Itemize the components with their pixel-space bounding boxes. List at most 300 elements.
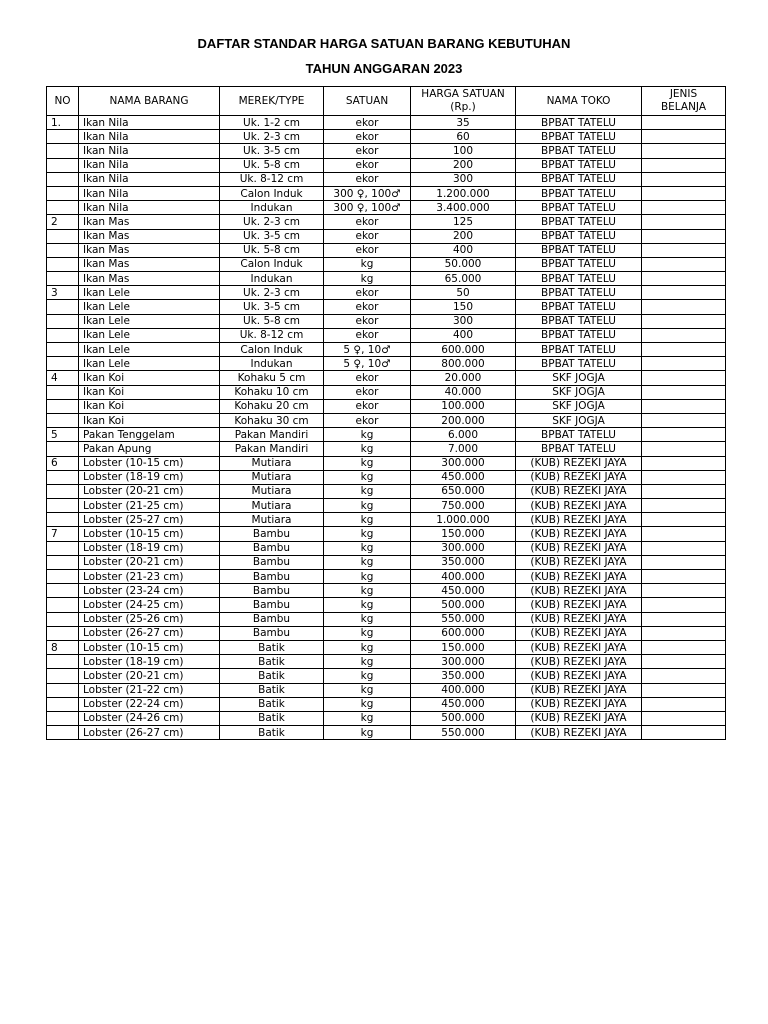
cell-jenis-belanja [642, 243, 726, 257]
cell-nama-toko: BPBAT TATELU [516, 328, 642, 342]
column-header-satuan: SATUAN [324, 87, 411, 116]
cell-jenis-belanja [642, 272, 726, 286]
cell-merek-type: Pakan Mandiri [220, 442, 324, 456]
cell-harga-satuan: 600.000 [411, 626, 516, 640]
cell-harga-satuan: 125 [411, 215, 516, 229]
cell-jenis-belanja [642, 626, 726, 640]
table-row [47, 513, 726, 527]
cell-nama-toko: (KUB) REZEKI JAYA [516, 669, 642, 683]
cell-nama-toko: (KUB) REZEKI JAYA [516, 499, 642, 513]
cell-nama-toko: (KUB) REZEKI JAYA [516, 612, 642, 626]
cell-nama-barang: Ikan Lele [79, 286, 220, 300]
cell-jenis-belanja [642, 584, 726, 598]
cell-jenis-belanja [642, 499, 726, 513]
table-row [47, 640, 726, 654]
cell-merek-type: Bambu [220, 555, 324, 569]
cell-nama-toko: BPBAT TATELU [516, 158, 642, 172]
cell-nama-toko: SKF JOGJA [516, 413, 642, 427]
cell-satuan: ekor [324, 314, 411, 328]
cell-harga-satuan: 200 [411, 229, 516, 243]
cell-satuan: kg [324, 499, 411, 513]
cell-no [47, 144, 79, 158]
cell-nama-toko: BPBAT TATELU [516, 144, 642, 158]
cell-nama-toko: SKF JOGJA [516, 385, 642, 399]
table-row [47, 300, 726, 314]
cell-satuan: ekor [324, 130, 411, 144]
cell-nama-barang: Ikan Mas [79, 243, 220, 257]
cell-satuan: ekor [324, 371, 411, 385]
cell-jenis-belanja [642, 158, 726, 172]
cell-no: 5 [47, 428, 79, 442]
table-row [47, 215, 726, 229]
cell-satuan: kg [324, 428, 411, 442]
cell-nama-barang: Pakan Tenggelam [79, 428, 220, 442]
cell-nama-barang: Ikan Mas [79, 272, 220, 286]
cell-merek-type: Calon Induk [220, 257, 324, 271]
cell-jenis-belanja [642, 385, 726, 399]
cell-merek-type: Bambu [220, 527, 324, 541]
cell-harga-satuan: 50 [411, 286, 516, 300]
cell-no [47, 201, 79, 215]
cell-merek-type: Bambu [220, 612, 324, 626]
cell-nama-barang: Lobster (18-19 cm) [79, 541, 220, 555]
cell-harga-satuan: 450.000 [411, 584, 516, 598]
cell-satuan: kg [324, 257, 411, 271]
cell-merek-type: Uk. 3-5 cm [220, 229, 324, 243]
column-header-nama-toko: NAMA TOKO [516, 87, 642, 116]
cell-merek-type: Batik [220, 640, 324, 654]
cell-harga-satuan: 150.000 [411, 640, 516, 654]
cell-merek-type: Indukan [220, 272, 324, 286]
cell-harga-satuan: 100 [411, 144, 516, 158]
cell-harga-satuan: 400.000 [411, 570, 516, 584]
cell-merek-type: Kohaku 30 cm [220, 413, 324, 427]
cell-jenis-belanja [642, 172, 726, 186]
cell-satuan: kg [324, 683, 411, 697]
cell-no: 8 [47, 640, 79, 654]
cell-merek-type: Uk. 5-8 cm [220, 314, 324, 328]
cell-no [47, 357, 79, 371]
cell-jenis-belanja [642, 300, 726, 314]
cell-nama-toko: (KUB) REZEKI JAYA [516, 726, 642, 740]
cell-no [47, 570, 79, 584]
document-subtitle: TAHUN ANGGARAN 2023 [305, 61, 463, 76]
cell-nama-barang: Ikan Lele [79, 357, 220, 371]
cell-nama-barang: Ikan Koi [79, 371, 220, 385]
cell-satuan: ekor [324, 328, 411, 342]
cell-nama-toko: BPBAT TATELU [516, 130, 642, 144]
cell-jenis-belanja [642, 598, 726, 612]
table-row [47, 186, 726, 200]
cell-harga-satuan: 300.000 [411, 541, 516, 555]
table-row [47, 456, 726, 470]
cell-nama-barang: Ikan Nila [79, 130, 220, 144]
cell-no [47, 343, 79, 357]
cell-jenis-belanja [642, 371, 726, 385]
cell-harga-satuan: 20.000 [411, 371, 516, 385]
cell-jenis-belanja [642, 428, 726, 442]
cell-no [47, 300, 79, 314]
cell-harga-satuan: 450.000 [411, 697, 516, 711]
cell-merek-type: Indukan [220, 201, 324, 215]
cell-no [47, 158, 79, 172]
cell-no [47, 470, 79, 484]
cell-jenis-belanja [642, 201, 726, 215]
cell-nama-barang: Ikan Lele [79, 300, 220, 314]
cell-merek-type: Uk. 2-3 cm [220, 286, 324, 300]
cell-harga-satuan: 40.000 [411, 385, 516, 399]
cell-satuan: ekor [324, 158, 411, 172]
cell-jenis-belanja [642, 697, 726, 711]
table-row [47, 116, 726, 130]
cell-no: 1. [47, 116, 79, 130]
cell-no: 6 [47, 456, 79, 470]
cell-merek-type: Uk. 2-3 cm [220, 130, 324, 144]
table-body [47, 116, 726, 740]
cell-merek-type: Kohaku 20 cm [220, 399, 324, 413]
cell-jenis-belanja [642, 527, 726, 541]
cell-nama-barang: Ikan Lele [79, 343, 220, 357]
cell-merek-type: Indukan [220, 357, 324, 371]
cell-merek-type: Mutiara [220, 484, 324, 498]
cell-satuan: ekor [324, 286, 411, 300]
cell-harga-satuan: 300 [411, 172, 516, 186]
cell-satuan: ekor [324, 116, 411, 130]
cell-satuan: kg [324, 442, 411, 456]
cell-satuan: kg [324, 669, 411, 683]
cell-harga-satuan: 65.000 [411, 272, 516, 286]
cell-nama-toko: (KUB) REZEKI JAYA [516, 555, 642, 569]
column-header-nama-barang: NAMA BARANG [79, 87, 220, 116]
cell-no: 7 [47, 527, 79, 541]
cell-nama-toko: BPBAT TATELU [516, 272, 642, 286]
cell-satuan: kg [324, 470, 411, 484]
cell-nama-toko: BPBAT TATELU [516, 300, 642, 314]
cell-nama-barang: Lobster (18-19 cm) [79, 655, 220, 669]
cell-nama-barang: Ikan Mas [79, 229, 220, 243]
cell-satuan: ekor [324, 385, 411, 399]
cell-nama-toko: BPBAT TATELU [516, 215, 642, 229]
cell-jenis-belanja [642, 286, 726, 300]
cell-nama-toko: BPBAT TATELU [516, 243, 642, 257]
cell-nama-toko: (KUB) REZEKI JAYA [516, 711, 642, 725]
cell-nama-barang: Ikan Nila [79, 144, 220, 158]
cell-merek-type: Uk. 3-5 cm [220, 144, 324, 158]
table-row [47, 655, 726, 669]
cell-nama-toko: BPBAT TATELU [516, 314, 642, 328]
cell-nama-toko: (KUB) REZEKI JAYA [516, 541, 642, 555]
table-row [47, 541, 726, 555]
cell-satuan: ekor [324, 399, 411, 413]
cell-jenis-belanja [642, 726, 726, 740]
cell-satuan: kg [324, 527, 411, 541]
cell-nama-toko: (KUB) REZEKI JAYA [516, 456, 642, 470]
cell-nama-toko: (KUB) REZEKI JAYA [516, 484, 642, 498]
table-row [47, 683, 726, 697]
table-row [47, 314, 726, 328]
cell-nama-barang: Lobster (21-23 cm) [79, 570, 220, 584]
cell-harga-satuan: 400 [411, 243, 516, 257]
cell-jenis-belanja [642, 357, 726, 371]
cell-jenis-belanja [642, 683, 726, 697]
cell-merek-type: Mutiara [220, 456, 324, 470]
table-row [47, 130, 726, 144]
cell-jenis-belanja [642, 570, 726, 584]
cell-no [47, 697, 79, 711]
cell-merek-type: Mutiara [220, 499, 324, 513]
cell-no [47, 272, 79, 286]
table-row [47, 726, 726, 740]
cell-nama-barang: Lobster (26-27 cm) [79, 626, 220, 640]
cell-nama-barang: Ikan Nila [79, 172, 220, 186]
cell-no [47, 711, 79, 725]
cell-merek-type: Kohaku 5 cm [220, 371, 324, 385]
cell-merek-type: Mutiara [220, 470, 324, 484]
cell-no [47, 655, 79, 669]
cell-harga-satuan: 50.000 [411, 257, 516, 271]
cell-satuan: kg [324, 570, 411, 584]
cell-no [47, 669, 79, 683]
table-row [47, 172, 726, 186]
cell-jenis-belanja [642, 612, 726, 626]
cell-nama-toko: (KUB) REZEKI JAYA [516, 598, 642, 612]
cell-no: 2 [47, 215, 79, 229]
cell-merek-type: Mutiara [220, 513, 324, 527]
cell-no [47, 399, 79, 413]
cell-satuan: ekor [324, 229, 411, 243]
cell-no [47, 314, 79, 328]
cell-nama-toko: (KUB) REZEKI JAYA [516, 527, 642, 541]
cell-no [47, 328, 79, 342]
cell-jenis-belanja [642, 314, 726, 328]
cell-nama-toko: BPBAT TATELU [516, 172, 642, 186]
cell-jenis-belanja [642, 541, 726, 555]
cell-satuan: kg [324, 484, 411, 498]
cell-no [47, 385, 79, 399]
cell-nama-toko: SKF JOGJA [516, 371, 642, 385]
cell-merek-type: Uk. 5-8 cm [220, 243, 324, 257]
cell-no: 3 [47, 286, 79, 300]
cell-harga-satuan: 300.000 [411, 456, 516, 470]
cell-no [47, 257, 79, 271]
cell-nama-barang: Ikan Lele [79, 314, 220, 328]
cell-nama-toko: BPBAT TATELU [516, 357, 642, 371]
cell-harga-satuan: 550.000 [411, 612, 516, 626]
cell-nama-toko: (KUB) REZEKI JAYA [516, 655, 642, 669]
table-row [47, 484, 726, 498]
cell-jenis-belanja [642, 711, 726, 725]
cell-harga-satuan: 550.000 [411, 726, 516, 740]
cell-nama-barang: Lobster (23-24 cm) [79, 584, 220, 598]
cell-no [47, 130, 79, 144]
cell-satuan: kg [324, 726, 411, 740]
table-row [47, 399, 726, 413]
document-title: DAFTAR STANDAR HARGA SATUAN BARANG KEBUTUHAN [197, 36, 571, 51]
cell-jenis-belanja [642, 144, 726, 158]
table-row [47, 144, 726, 158]
cell-nama-toko: (KUB) REZEKI JAYA [516, 570, 642, 584]
cell-nama-toko: (KUB) REZEKI JAYA [516, 626, 642, 640]
cell-no [47, 499, 79, 513]
cell-nama-barang: Lobster (26-27 cm) [79, 726, 220, 740]
cell-no [47, 683, 79, 697]
table-row [47, 257, 726, 271]
cell-satuan: kg [324, 272, 411, 286]
cell-no [47, 186, 79, 200]
cell-satuan: 5 ♀, 10♂ [324, 357, 411, 371]
cell-jenis-belanja [642, 413, 726, 427]
cell-nama-toko: BPBAT TATELU [516, 201, 642, 215]
cell-harga-satuan: 300.000 [411, 655, 516, 669]
cell-harga-satuan: 200.000 [411, 413, 516, 427]
column-header-no: NO [47, 87, 79, 116]
cell-nama-barang: Lobster (10-15 cm) [79, 456, 220, 470]
cell-nama-barang: Ikan Koi [79, 399, 220, 413]
cell-nama-barang: Lobster (24-26 cm) [79, 711, 220, 725]
cell-jenis-belanja [642, 215, 726, 229]
cell-merek-type: Batik [220, 711, 324, 725]
table-row [47, 201, 726, 215]
cell-jenis-belanja [642, 513, 726, 527]
table-row [47, 442, 726, 456]
cell-harga-satuan: 450.000 [411, 470, 516, 484]
cell-nama-barang: Lobster (20-21 cm) [79, 555, 220, 569]
cell-harga-satuan: 400.000 [411, 683, 516, 697]
cell-nama-barang: Lobster (21-22 cm) [79, 683, 220, 697]
cell-nama-barang: Lobster (18-19 cm) [79, 470, 220, 484]
cell-jenis-belanja [642, 399, 726, 413]
cell-harga-satuan: 350.000 [411, 555, 516, 569]
cell-satuan: ekor [324, 413, 411, 427]
table-row [47, 229, 726, 243]
cell-nama-toko: (KUB) REZEKI JAYA [516, 513, 642, 527]
cell-harga-satuan: 200 [411, 158, 516, 172]
table-row [47, 711, 726, 725]
cell-satuan: kg [324, 555, 411, 569]
column-header-harga-satuan: HARGA SATUAN (Rp.) [411, 87, 516, 116]
cell-merek-type: Batik [220, 683, 324, 697]
table-row [47, 499, 726, 513]
table-row [47, 570, 726, 584]
cell-merek-type: Bambu [220, 584, 324, 598]
cell-satuan: ekor [324, 300, 411, 314]
cell-satuan: kg [324, 640, 411, 654]
cell-satuan: ekor [324, 144, 411, 158]
cell-jenis-belanja [642, 328, 726, 342]
cell-harga-satuan: 600.000 [411, 343, 516, 357]
table-row [47, 343, 726, 357]
cell-satuan: 300 ♀, 100♂ [324, 186, 411, 200]
cell-nama-toko: (KUB) REZEKI JAYA [516, 584, 642, 598]
cell-nama-barang: Pakan Apung [79, 442, 220, 456]
table-row [47, 555, 726, 569]
cell-nama-barang: Ikan Nila [79, 116, 220, 130]
cell-satuan: kg [324, 584, 411, 598]
cell-jenis-belanja [642, 640, 726, 654]
cell-nama-toko: (KUB) REZEKI JAYA [516, 640, 642, 654]
table-row [47, 697, 726, 711]
cell-satuan: kg [324, 697, 411, 711]
cell-harga-satuan: 350.000 [411, 669, 516, 683]
cell-harga-satuan: 1.200.000 [411, 186, 516, 200]
table-row [47, 371, 726, 385]
cell-merek-type: Kohaku 10 cm [220, 385, 324, 399]
cell-harga-satuan: 3.400.000 [411, 201, 516, 215]
cell-merek-type: Uk. 1-2 cm [220, 116, 324, 130]
cell-merek-type: Pakan Mandiri [220, 428, 324, 442]
cell-satuan: ekor [324, 215, 411, 229]
cell-no [47, 598, 79, 612]
cell-nama-toko: BPBAT TATELU [516, 186, 642, 200]
cell-nama-toko: SKF JOGJA [516, 399, 642, 413]
cell-satuan: 300 ♀, 100♂ [324, 201, 411, 215]
cell-harga-satuan: 650.000 [411, 484, 516, 498]
cell-merek-type: Bambu [220, 541, 324, 555]
cell-nama-barang: Lobster (20-21 cm) [79, 484, 220, 498]
cell-nama-toko: BPBAT TATELU [516, 343, 642, 357]
cell-no [47, 243, 79, 257]
cell-jenis-belanja [642, 470, 726, 484]
cell-nama-barang: Lobster (25-27 cm) [79, 513, 220, 527]
cell-jenis-belanja [642, 229, 726, 243]
cell-jenis-belanja [642, 343, 726, 357]
table-row [47, 626, 726, 640]
cell-jenis-belanja [642, 655, 726, 669]
cell-satuan: kg [324, 626, 411, 640]
cell-nama-barang: Lobster (10-15 cm) [79, 527, 220, 541]
cell-no [47, 172, 79, 186]
table-row [47, 243, 726, 257]
table-row [47, 428, 726, 442]
cell-nama-barang: Lobster (21-25 cm) [79, 499, 220, 513]
cell-nama-barang: Lobster (25-26 cm) [79, 612, 220, 626]
cell-nama-toko: (KUB) REZEKI JAYA [516, 470, 642, 484]
cell-merek-type: Calon Induk [220, 343, 324, 357]
cell-jenis-belanja [642, 130, 726, 144]
cell-no [47, 413, 79, 427]
cell-satuan: kg [324, 598, 411, 612]
cell-nama-barang: Ikan Koi [79, 413, 220, 427]
cell-harga-satuan: 7.000 [411, 442, 516, 456]
cell-nama-barang: Lobster (20-21 cm) [79, 669, 220, 683]
cell-satuan: kg [324, 612, 411, 626]
price-table [46, 86, 726, 740]
cell-merek-type: Bambu [220, 626, 324, 640]
cell-nama-barang: Ikan Nila [79, 201, 220, 215]
cell-satuan: ekor [324, 172, 411, 186]
cell-harga-satuan: 500.000 [411, 711, 516, 725]
cell-harga-satuan: 100.000 [411, 399, 516, 413]
cell-harga-satuan: 300 [411, 314, 516, 328]
table-row [47, 357, 726, 371]
cell-no [47, 626, 79, 640]
cell-merek-type: Uk. 8-12 cm [220, 172, 324, 186]
cell-nama-barang: Lobster (10-15 cm) [79, 640, 220, 654]
cell-harga-satuan: 150.000 [411, 527, 516, 541]
cell-merek-type: Batik [220, 655, 324, 669]
cell-nama-toko: (KUB) REZEKI JAYA [516, 697, 642, 711]
cell-jenis-belanja [642, 484, 726, 498]
cell-satuan: ekor [324, 243, 411, 257]
column-header-jenis-belanja: JENIS BELANJA [642, 87, 726, 116]
cell-merek-type: Bambu [220, 598, 324, 612]
cell-nama-toko: (KUB) REZEKI JAYA [516, 683, 642, 697]
table-row [47, 413, 726, 427]
cell-satuan: kg [324, 541, 411, 555]
table-row [47, 470, 726, 484]
cell-harga-satuan: 1.000.000 [411, 513, 516, 527]
cell-merek-type: Uk. 8-12 cm [220, 328, 324, 342]
